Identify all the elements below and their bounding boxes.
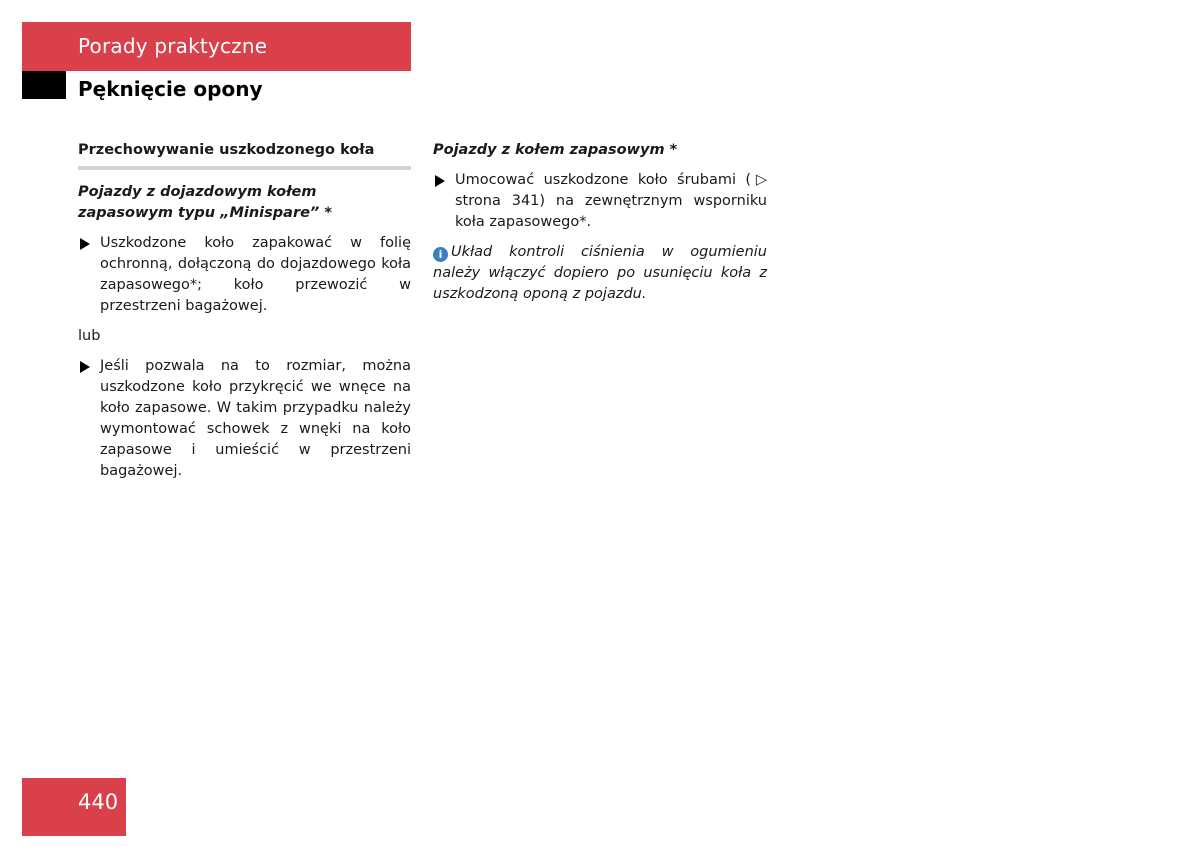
- spare-wheel-heading: Pojazdy z kołem zapasowym *: [433, 142, 678, 158]
- bullet-arrow-icon: [80, 238, 90, 250]
- section-title: Porady praktyczne: [78, 34, 268, 58]
- or-text: lub: [78, 328, 101, 344]
- instruction-text: Jeśli pozwala na to rozmiar, można uszkodzone koło przykręcić we wnęce na koło zapasowe. W takim przypadku należy wymontować schowek z wnęki na koło zapasowe i umieścić w przestrzeni bagażowej.: [100, 358, 411, 479]
- page-title: Pęknięcie opony: [78, 77, 263, 101]
- instruction-item: [78, 356, 411, 482]
- bullet-arrow-icon: [80, 361, 90, 373]
- middle-column: [433, 140, 767, 305]
- left-column: [78, 140, 411, 491]
- instruction-text: Umocować uszkodzone koło śrubami (▷ strona 341) na zewnętrznym wsporniku koła zapasowego*.: [455, 172, 767, 230]
- bullet-arrow-icon: [435, 175, 445, 187]
- info-text: Układ kontroli ciśnienia w ogumieniu należy włączyć dopiero po usunięciu koła z uszkodzoną oponą z pojazdu.: [433, 244, 767, 302]
- minispare-heading: Pojazdy z dojazdowym kołem zapasowym typu „Minispare” *: [78, 184, 332, 221]
- subsection-heading: Przechowywanie uszkodzonego koła: [78, 140, 411, 170]
- instruction-text: Uszkodzone koło zapakować w folię ochronną, dołączoną do dojazdowego koła zapasowego*; koło przewozić w przestrzeni bagażowej.: [100, 235, 411, 314]
- instruction-item: [78, 233, 411, 317]
- instruction-item: [433, 170, 767, 233]
- info-note: [433, 242, 767, 305]
- section-marker: [22, 71, 66, 99]
- info-icon: i: [433, 247, 448, 262]
- page-number: 440: [78, 790, 119, 814]
